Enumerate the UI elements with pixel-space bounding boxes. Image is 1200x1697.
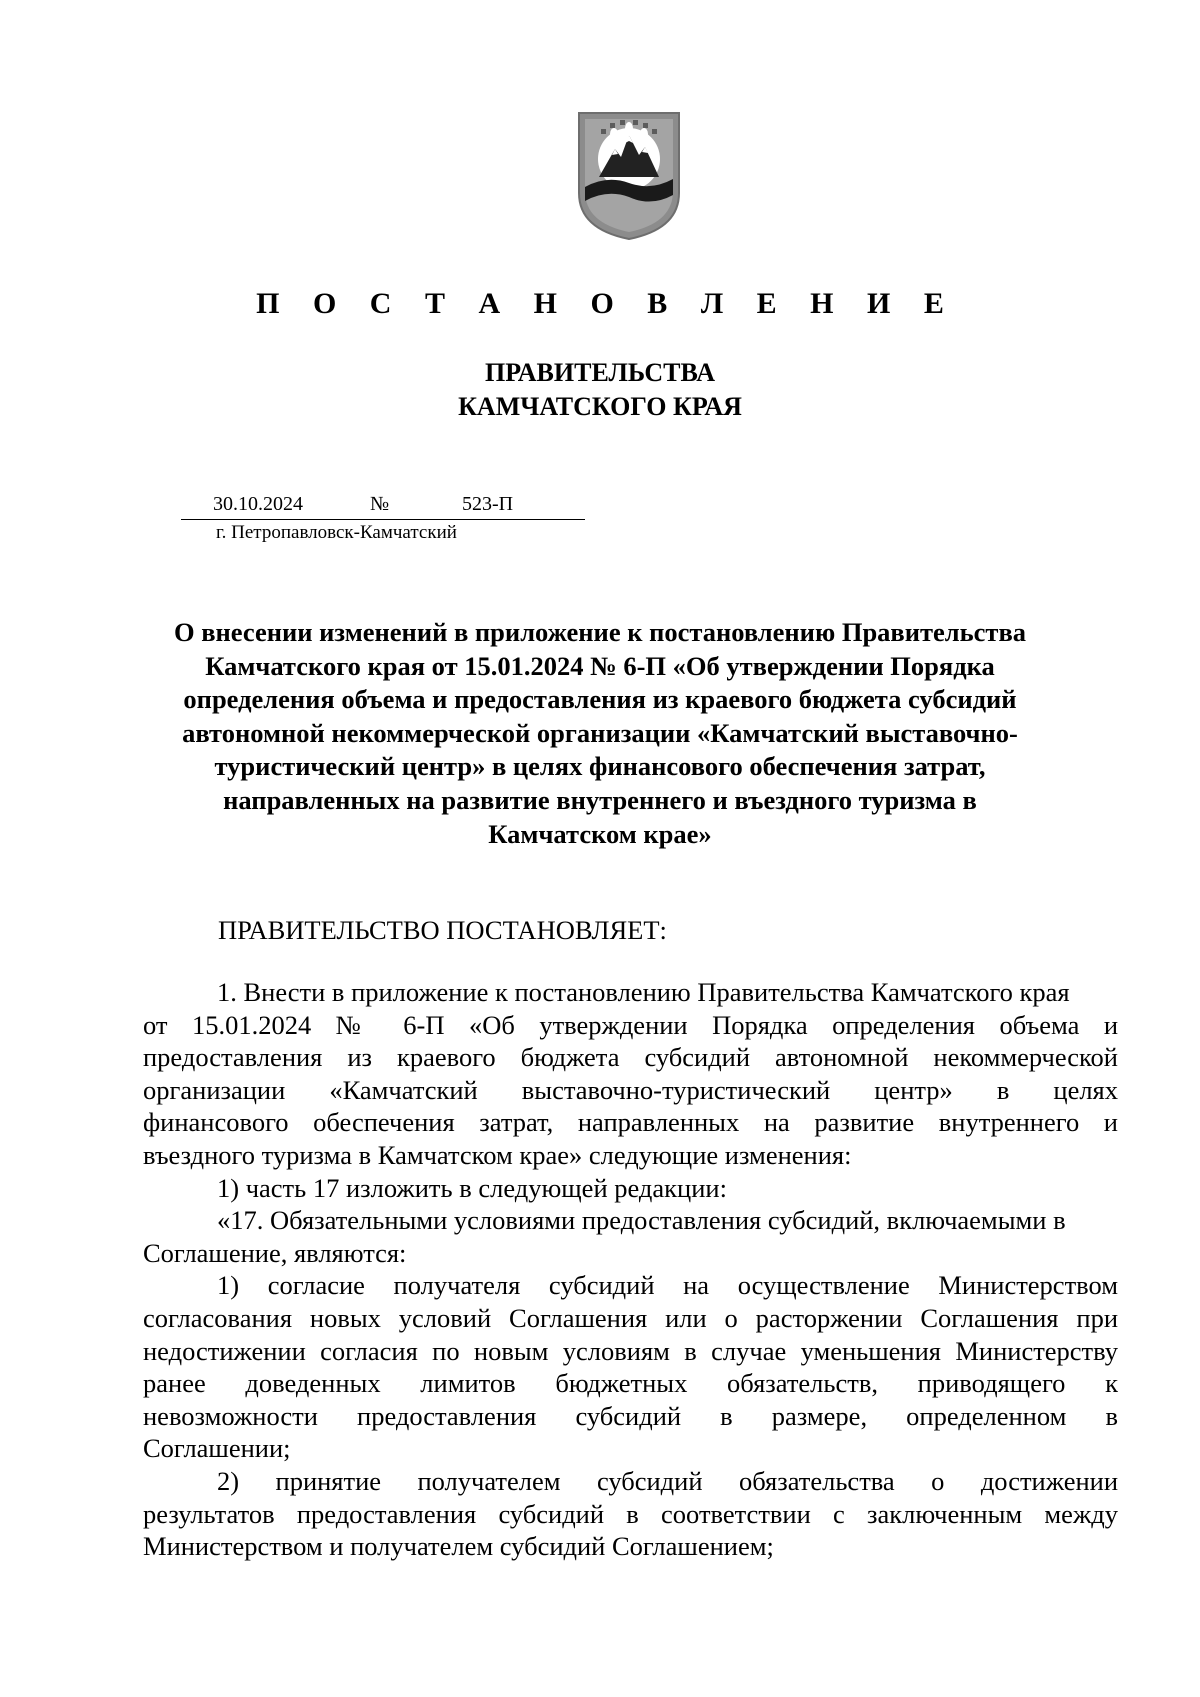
date-field — [181, 491, 370, 520]
body-line: Министерством и получателем субсидий Соглашением; — [143, 1531, 774, 1562]
body-line: предоставления из краевого бюджета субсидий автономной некоммерческой — [143, 1042, 1118, 1073]
body-line: 2) принятие получателем субсидий обязательства о достижении — [217, 1465, 1118, 1496]
title-line: О внесении изменений в приложение к постановлению Правительства — [173, 617, 1027, 647]
body-line: недостижении согласия по новым условиям в случае уменьшения Министерству — [143, 1335, 1118, 1366]
document-city: г. Петропавловск-Камчатский — [216, 522, 457, 543]
document-type-heading: П О С Т А Н О В Л Е Н И Е — [256, 287, 957, 320]
body-line: Соглашении; — [143, 1433, 291, 1464]
resolves-heading: ПРАВИТЕЛЬСТВО ПОСТАНОВЛЯЕТ: — [218, 915, 667, 945]
authority-line: ПРАВИТЕЛЬСТВА — [485, 358, 715, 387]
kamchatka-coat-of-arms-icon — [577, 111, 681, 241]
title-line: Камчатского края от 15.01.2024 № 6-П «Об утверждении Порядка — [205, 650, 995, 681]
body-line: 1) часть 17 изложить в следующей редакции: — [217, 1172, 727, 1203]
number-sign: № — [370, 491, 398, 520]
title-line: направленных на развитие внутреннего и въездного туризма в — [223, 784, 977, 815]
body-line: «17. Обязательными условиями предоставления субсидий, включаемыми в — [217, 1205, 1066, 1236]
document-number: 523-П — [462, 493, 514, 515]
body-line: Соглашение, являются: — [143, 1237, 407, 1268]
issuing-authority — [0, 356, 1200, 424]
body-line: результатов предоставления субсидий в соответствии с заключенным между — [143, 1498, 1118, 1529]
document-title — [120, 616, 1080, 851]
body-line: ранее доведенных лимитов бюджетных обязательств, приводящего к — [143, 1368, 1118, 1399]
body-line: 1. Внести в приложение к постановлению Правительства Камчатского края — [217, 977, 1070, 1007]
title-line: определения объема и предоставления из краевого бюджета субсидий — [183, 684, 1017, 715]
number-field — [398, 491, 585, 520]
title-line: туристический центр» в целях финансового обеспечения затрат, — [214, 751, 986, 782]
document-body — [143, 976, 1118, 1563]
body-line: финансового обеспечения затрат, направленных на развитие внутреннего и — [143, 1107, 1118, 1138]
body-line: 1) согласие получателя субсидий на осуществление Министерством — [217, 1270, 1118, 1301]
body-line: согласования новых условий Соглашения или о расторжении Соглашения при — [143, 1302, 1118, 1333]
title-line: автономной некоммерческой организации «Камчатский выставочно- — [182, 717, 1018, 748]
title-line: Камчатском крае» — [488, 818, 712, 849]
body-line: невозможности предоставления субсидий в размере, определенном в — [143, 1400, 1118, 1431]
body-line: организации «Камчатский выставочно-туристический центр» в целях — [143, 1074, 1118, 1105]
body-line: от 15.01.2024 № 6-П «Об утверждении Порядка определения объема и — [143, 1009, 1118, 1040]
body-line: въездного туризма в Камчатском крае» следующие изменения: — [143, 1139, 852, 1170]
document-date: 30.10.2024 — [213, 493, 303, 515]
authority-line: КАМЧАТСКОГО КРАЯ — [458, 392, 742, 421]
